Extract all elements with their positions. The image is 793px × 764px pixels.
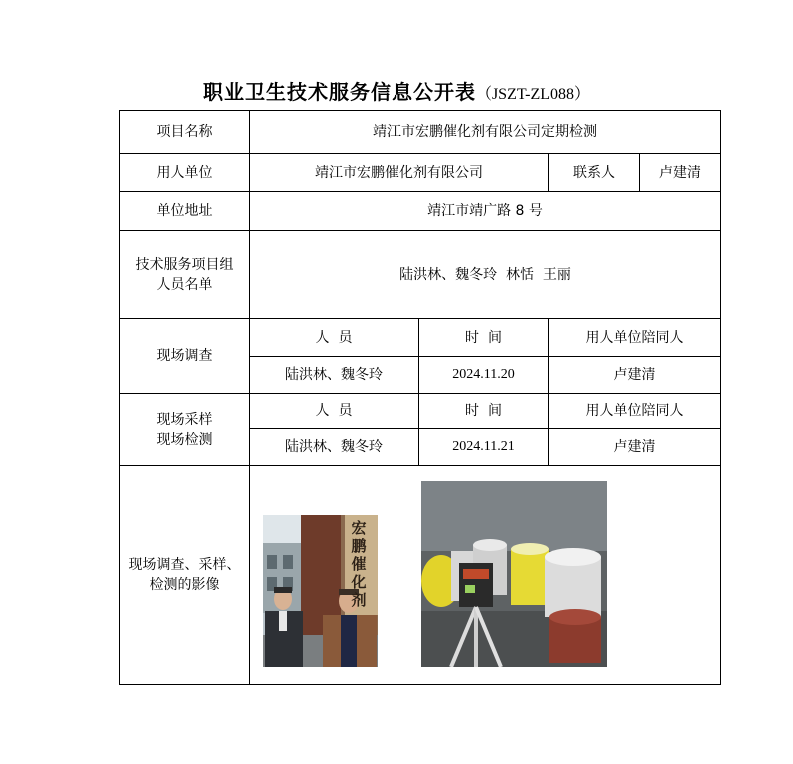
- row-project: [120, 111, 721, 154]
- row-images: [120, 466, 721, 685]
- sign-text: 宏鹏催化剂: [351, 519, 367, 609]
- sampling-photo-image: [421, 481, 607, 667]
- survey-accompany-header: 用人单位陪同人: [549, 319, 721, 357]
- row-address: [120, 192, 721, 231]
- page-title: [0, 76, 793, 105]
- team-label: [120, 231, 250, 319]
- team-label-line1: 技术服务项目组: [135, 256, 234, 273]
- row-survey-header: [120, 319, 721, 357]
- project-value: 靖江市宏鹏催化剂有限公司定期检测: [250, 111, 721, 154]
- survey-person-header: 人 员: [250, 319, 419, 357]
- row-team: [120, 231, 721, 319]
- sampling-accompany: 卢建清: [549, 429, 721, 466]
- contact-label: 联系人: [549, 154, 640, 192]
- sampling-accompany-header: 用人单位陪同人: [549, 394, 721, 429]
- sampling-time: 2024.11.21: [419, 429, 549, 466]
- employer-label: 用人单位: [120, 154, 250, 192]
- images-label-line1: 现场调查、采样、: [128, 557, 241, 573]
- title-code: （JSZT-ZL088）: [475, 86, 591, 103]
- title-main: 职业卫生技术服务信息公开表: [202, 80, 476, 104]
- sampling-label-line1: 现场采样: [156, 411, 213, 428]
- sampling-label-line2: 现场检测: [156, 431, 213, 448]
- survey-label: 现场调查: [120, 319, 250, 394]
- sampling-time-header: 时 间: [419, 394, 549, 429]
- sampling-person-header: 人 员: [250, 394, 419, 429]
- team-label-line2: 人员名单: [156, 276, 213, 293]
- survey-person: 陆洪林、魏冬玲: [250, 357, 419, 394]
- row-sampling-header: [120, 394, 721, 429]
- address-value: 靖江市靖广路 8 号: [250, 192, 721, 231]
- employer-value: 靖江市宏鹏催化剂有限公司: [250, 154, 549, 192]
- row-employer: [120, 154, 721, 192]
- project-label: 项目名称: [120, 111, 250, 154]
- images-label-line2: 检测的影像: [149, 577, 220, 593]
- info-table: [119, 110, 721, 685]
- site-photo-sampling: [421, 481, 607, 667]
- site-photo-people: [263, 515, 378, 667]
- survey-time-header: 时 间: [419, 319, 549, 357]
- contact-value: 卢建清: [640, 154, 721, 192]
- images-cell: [250, 466, 721, 685]
- sampling-label: [120, 394, 250, 466]
- images-label: [120, 466, 250, 685]
- team-value: 陆洪林、魏冬玲 林恬 王丽: [250, 231, 721, 319]
- survey-accompany: 卢建清: [549, 357, 721, 394]
- survey-time: 2024.11.20: [419, 357, 549, 394]
- address-label: 单位地址: [120, 192, 250, 231]
- sampling-person: 陆洪林、魏冬玲: [250, 429, 419, 466]
